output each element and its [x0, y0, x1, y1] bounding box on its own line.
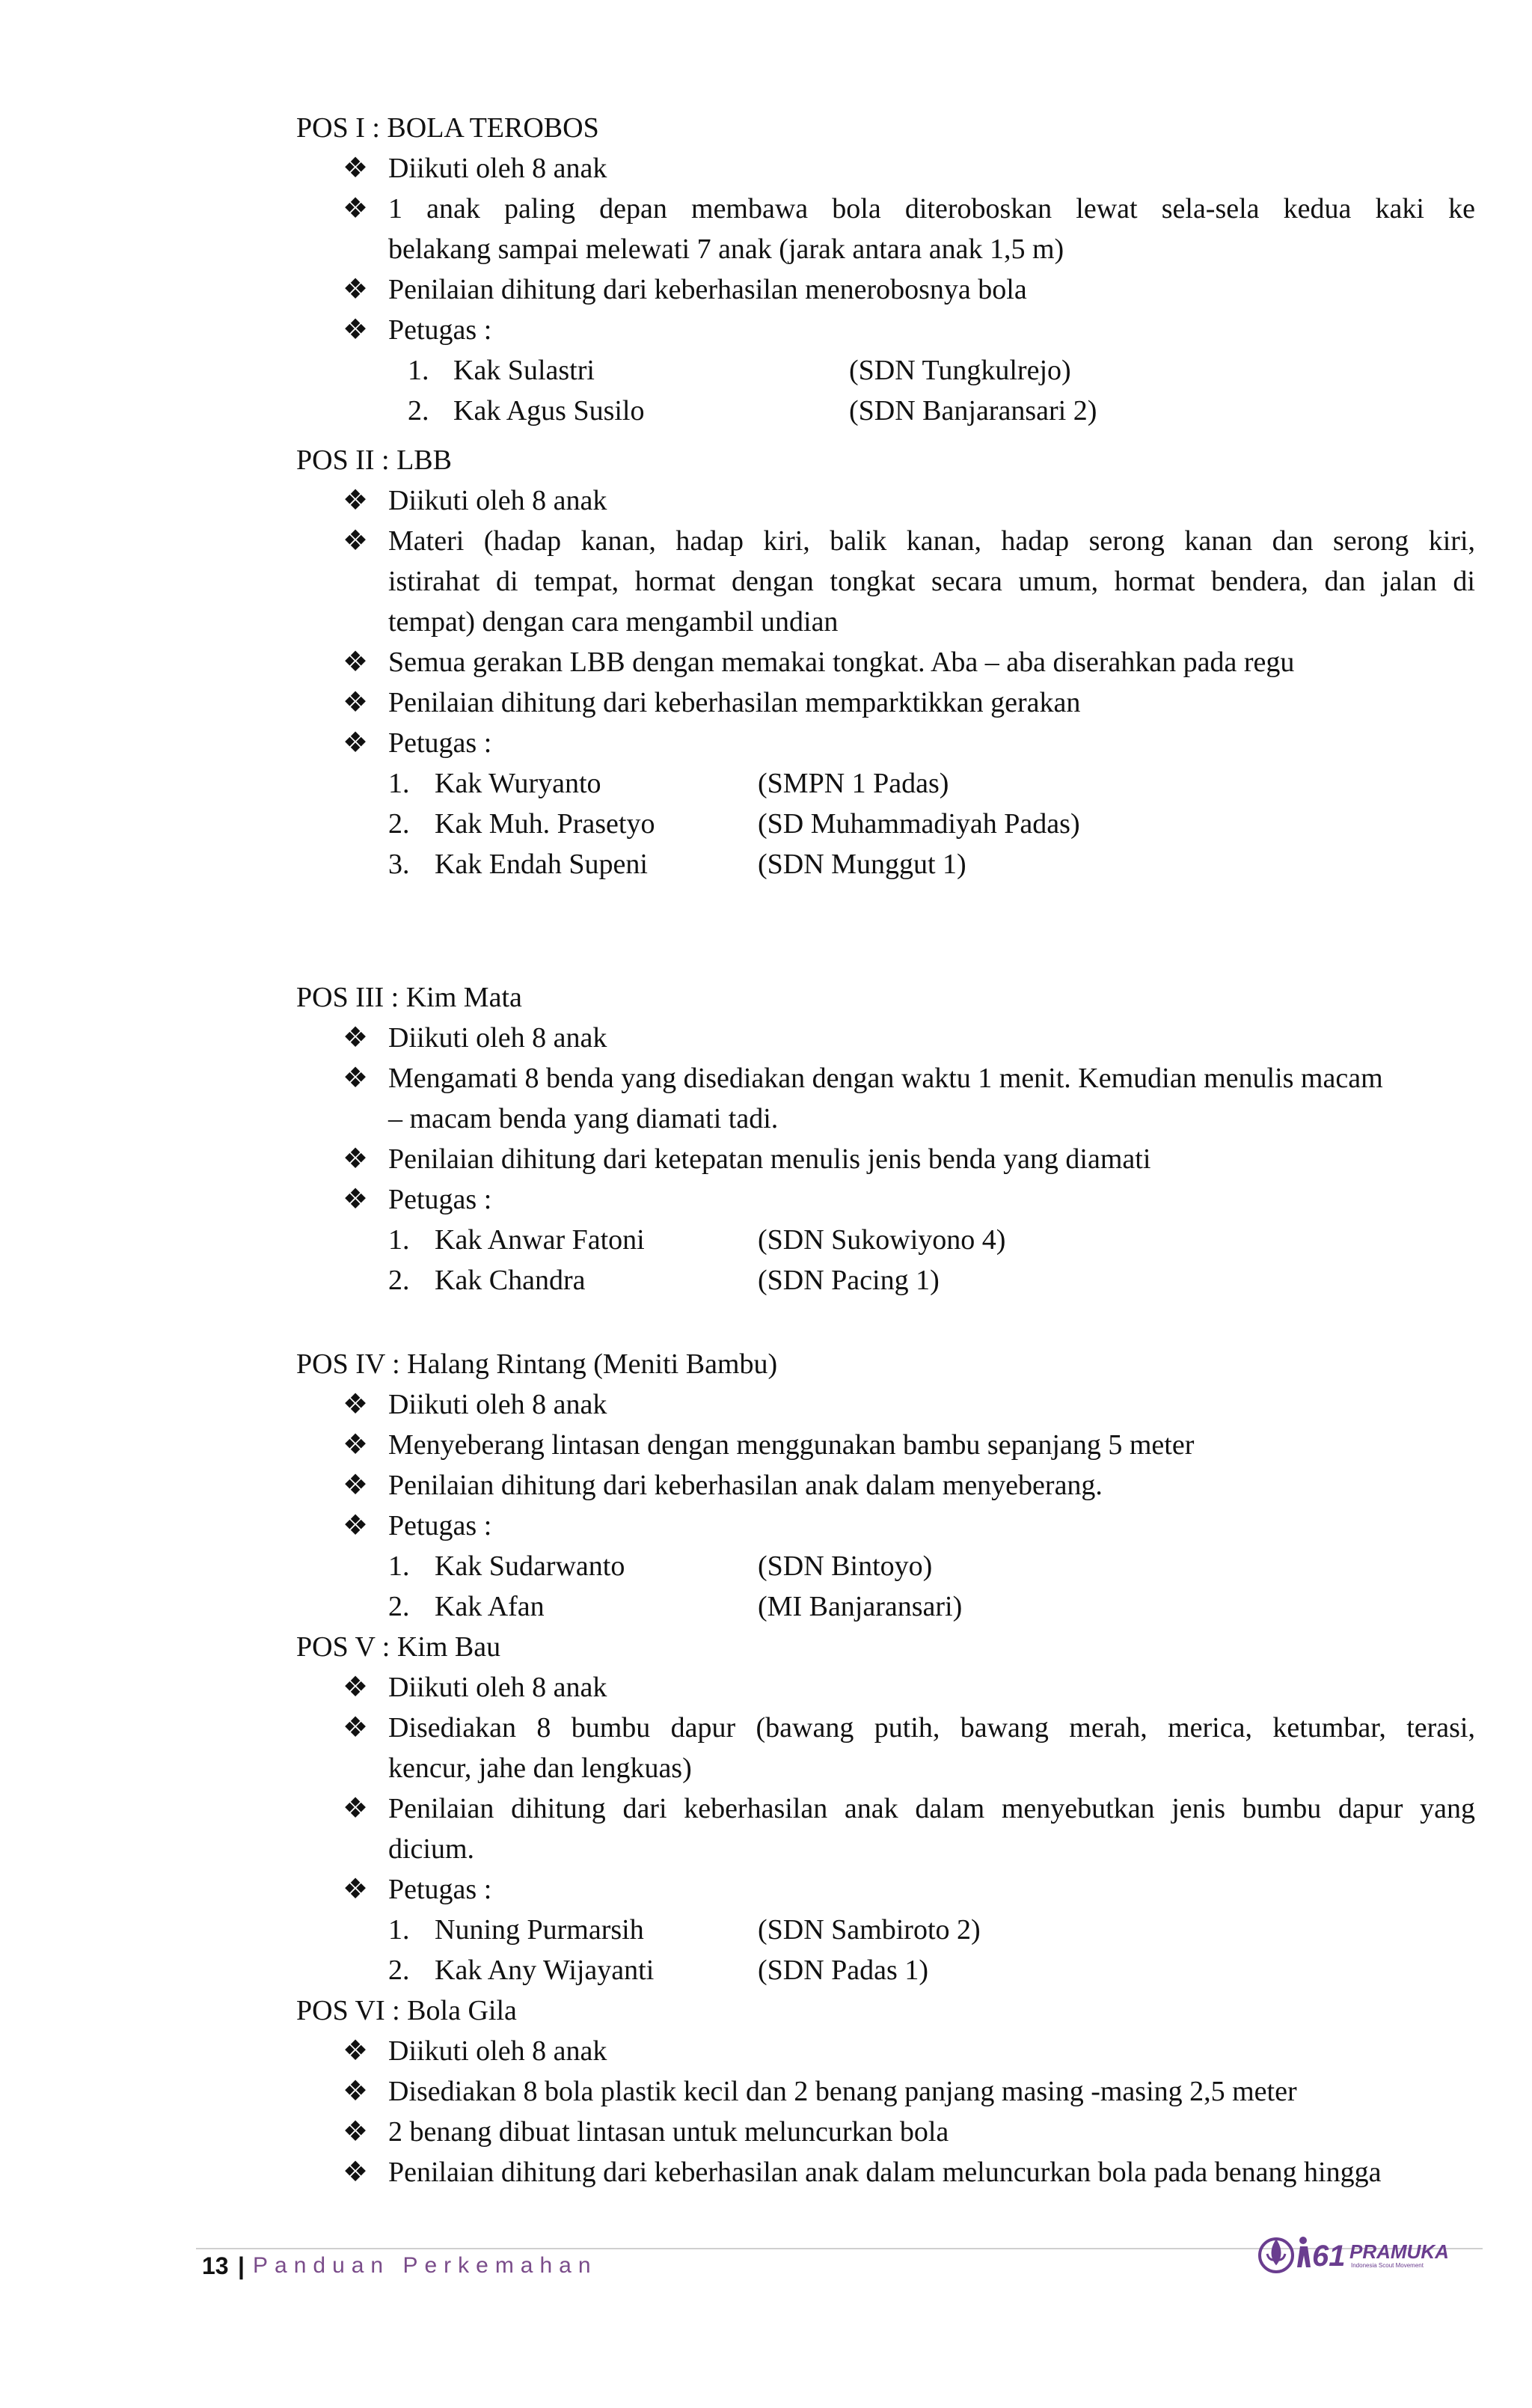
officer-name: Kak Chandra — [435, 1265, 586, 1296]
pos3-item-cont: – macam benda yang diamati tadi. — [388, 1103, 779, 1134]
bullet-icon: ❖ — [343, 687, 369, 718]
pos1-item-cont: belakang sampai melewati 7 anak (jarak antara anak 1,5 m) — [388, 233, 1064, 265]
pos6-item: Penilaian dihitung dari keberhasilan anak dalam meluncurkan bola pada benang hingga — [388, 2157, 1382, 2188]
officer-name: Nuning Purmarsih — [435, 1914, 644, 1946]
pos3-item: Mengamati 8 benda yang disediakan dengan waktu 1 menit. Kemudian menulis macam — [388, 1063, 1383, 1094]
pos5-item-cont: dicium. — [388, 1833, 475, 1865]
pos2-item-cont: tempat) dengan cara mengambil undian — [388, 606, 839, 638]
pos5-item-cont: kencur, jahe dan lengkuas) — [388, 1752, 692, 1784]
pos5-heading: POS V : Kim Bau — [296, 1631, 501, 1663]
pos2-item: Penilaian dihitung dari keberhasilan memparktikkan gerakan — [388, 687, 1081, 718]
bullet-icon: ❖ — [343, 2035, 369, 2067]
bullet-icon: ❖ — [343, 1184, 369, 1215]
bullet-icon: ❖ — [343, 153, 369, 184]
officer-number: 3. — [388, 849, 410, 880]
pos3-officers-label: Petugas : — [388, 1184, 492, 1215]
officer-number: 1. — [388, 1224, 410, 1256]
officer-number: 2. — [388, 1265, 410, 1296]
officer-school: (SDN Sambiroto 2) — [758, 1914, 981, 1946]
bullet-icon: ❖ — [343, 274, 369, 305]
officer-school: (SDN Banjaransari 2) — [849, 395, 1097, 427]
bullet-icon: ❖ — [343, 727, 369, 759]
bullet-icon: ❖ — [343, 1874, 369, 1905]
bullet-icon: ❖ — [343, 1063, 369, 1094]
page-number: 13 — [202, 2252, 229, 2279]
pos1-heading: POS I : BOLA TEROBOS — [296, 112, 599, 144]
officer-school: (SDN Pacing 1) — [758, 1265, 940, 1296]
pos2-item: Diikuti oleh 8 anak — [388, 485, 607, 516]
fleur-de-lis-icon — [1260, 2239, 1293, 2272]
bullet-icon: ❖ — [343, 2076, 369, 2107]
pos6-item: Disediakan 8 bola plastik kecil dan 2 benang panjang masing -masing 2,5 meter — [388, 2076, 1297, 2107]
bullet-icon: ❖ — [343, 1022, 369, 1054]
bullet-icon: ❖ — [343, 1510, 369, 1541]
officer-name: Kak Wuryanto — [435, 768, 601, 799]
officer-number: 2. — [408, 395, 429, 427]
bullet-icon: ❖ — [343, 1712, 369, 1744]
pos3-item: Diikuti oleh 8 anak — [388, 1022, 607, 1054]
logo-text: PRAMUKA — [1349, 2240, 1449, 2263]
pos3-item: Penilaian dihitung dari ketepatan menulis jenis benda yang diamati — [388, 1143, 1151, 1175]
officer-name: Kak Agus Susilo — [453, 395, 645, 427]
logo-subtext: Indonesia Scout Movement — [1351, 2262, 1424, 2269]
officer-school: (SDN Sukowiyono 4) — [758, 1224, 1006, 1256]
pos1-item: 1 anak paling depan membawa bola diteroboskan lewat sela-sela kedua kaki ke — [388, 193, 1475, 224]
bullet-icon: ❖ — [343, 2157, 369, 2188]
bullet-icon: ❖ — [343, 1143, 369, 1175]
footer-separator: | — [238, 2252, 245, 2279]
officer-name: Kak Muh. Prasetyo — [435, 808, 655, 840]
bullet-icon: ❖ — [343, 2116, 369, 2148]
officer-school: (SDN Tungkulrejo) — [849, 355, 1071, 386]
pos5-item: Penilaian dihitung dari keberhasilan anak dalam menyebutkan jenis bumbu dapur yang — [388, 1793, 1475, 1824]
pos4-heading: POS IV : Halang Rintang (Meniti Bambu) — [296, 1348, 778, 1380]
bullet-icon: ❖ — [343, 1793, 369, 1824]
pos1-item: Penilaian dihitung dari keberhasilan menerobosnya bola — [388, 274, 1027, 305]
pos4-item: Menyeberang lintasan dengan menggunakan bambu sepanjang 5 meter — [388, 1429, 1195, 1461]
pos4-item: Penilaian dihitung dari keberhasilan anak dalam menyeberang. — [388, 1470, 1103, 1501]
pos6-item: Diikuti oleh 8 anak — [388, 2035, 607, 2067]
officer-number: 1. — [388, 1550, 410, 1582]
officer-name: Kak Sudarwanto — [435, 1550, 625, 1582]
pos1-item: Diikuti oleh 8 anak — [388, 153, 607, 184]
bullet-icon: ❖ — [343, 525, 369, 557]
pramuka-logo — [1254, 2224, 1478, 2284]
pos6-heading: POS VI : Bola Gila — [296, 1995, 517, 2026]
pos4-officers-label: Petugas : — [388, 1510, 492, 1541]
bullet-icon: ❖ — [343, 193, 369, 224]
officer-school: (SDN Munggut 1) — [758, 849, 966, 880]
bullet-icon: ❖ — [343, 1389, 369, 1420]
pos2-heading: POS II : LBB — [296, 444, 452, 476]
officer-school: (SD Muhammadiyah Padas) — [758, 808, 1080, 840]
bullet-icon: ❖ — [343, 314, 369, 346]
pos2-item-cont: istirahat di tempat, hormat dengan tongkat secara umum, hormat bendera, dan jalan di — [388, 566, 1475, 597]
pos3-heading: POS III : Kim Mata — [296, 982, 522, 1013]
officer-name: Kak Any Wijayanti — [435, 1955, 655, 1986]
bullet-icon: ❖ — [343, 1429, 369, 1461]
officer-school: (SDN Bintoyo) — [758, 1550, 933, 1582]
scout-figure-icon — [1297, 2237, 1311, 2267]
officer-number: 1. — [408, 355, 429, 386]
pos5-item: Disediakan 8 bumbu dapur (bawang putih, bawang merah, merica, ketumbar, terasi, — [388, 1712, 1475, 1744]
officer-school: (MI Banjaransari) — [758, 1591, 963, 1622]
officer-number: 1. — [388, 1914, 410, 1946]
footer-title: Panduan Perkemahan — [253, 2253, 598, 2278]
pos6-item: 2 benang dibuat lintasan untuk meluncurkan bola — [388, 2116, 949, 2148]
bullet-icon: ❖ — [343, 1470, 369, 1501]
officer-school: (SMPN 1 Padas) — [758, 768, 949, 799]
pos4-item: Diikuti oleh 8 anak — [388, 1389, 607, 1420]
pos5-item: Diikuti oleh 8 anak — [388, 1672, 607, 1703]
officer-number: 2. — [388, 808, 410, 840]
officer-name: Kak Endah Supeni — [435, 849, 648, 880]
officer-school: (SDN Padas 1) — [758, 1955, 928, 1986]
bullet-icon: ❖ — [343, 1672, 369, 1703]
bullet-icon: ❖ — [343, 647, 369, 678]
officer-number: 1. — [388, 768, 410, 799]
pos2-item: Materi (hadap kanan, hadap kiri, balik kanan, hadap serong kanan dan serong kiri, — [388, 525, 1475, 557]
officer-number: 2. — [388, 1955, 410, 1986]
pos2-item: Semua gerakan LBB dengan memakai tongkat. Aba – aba diserahkan pada regu — [388, 647, 1295, 678]
officer-name: Kak Sulastri — [453, 355, 595, 386]
pos1-officers-label: Petugas : — [388, 314, 492, 346]
pos2-officers-label: Petugas : — [388, 727, 492, 759]
logo-number: 61 — [1312, 2240, 1346, 2273]
pos5-officers-label: Petugas : — [388, 1874, 492, 1905]
officer-name: Kak Anwar Fatoni — [435, 1224, 645, 1256]
officer-name: Kak Afan — [435, 1591, 545, 1622]
officer-number: 2. — [388, 1591, 410, 1622]
bullet-icon: ❖ — [343, 485, 369, 516]
